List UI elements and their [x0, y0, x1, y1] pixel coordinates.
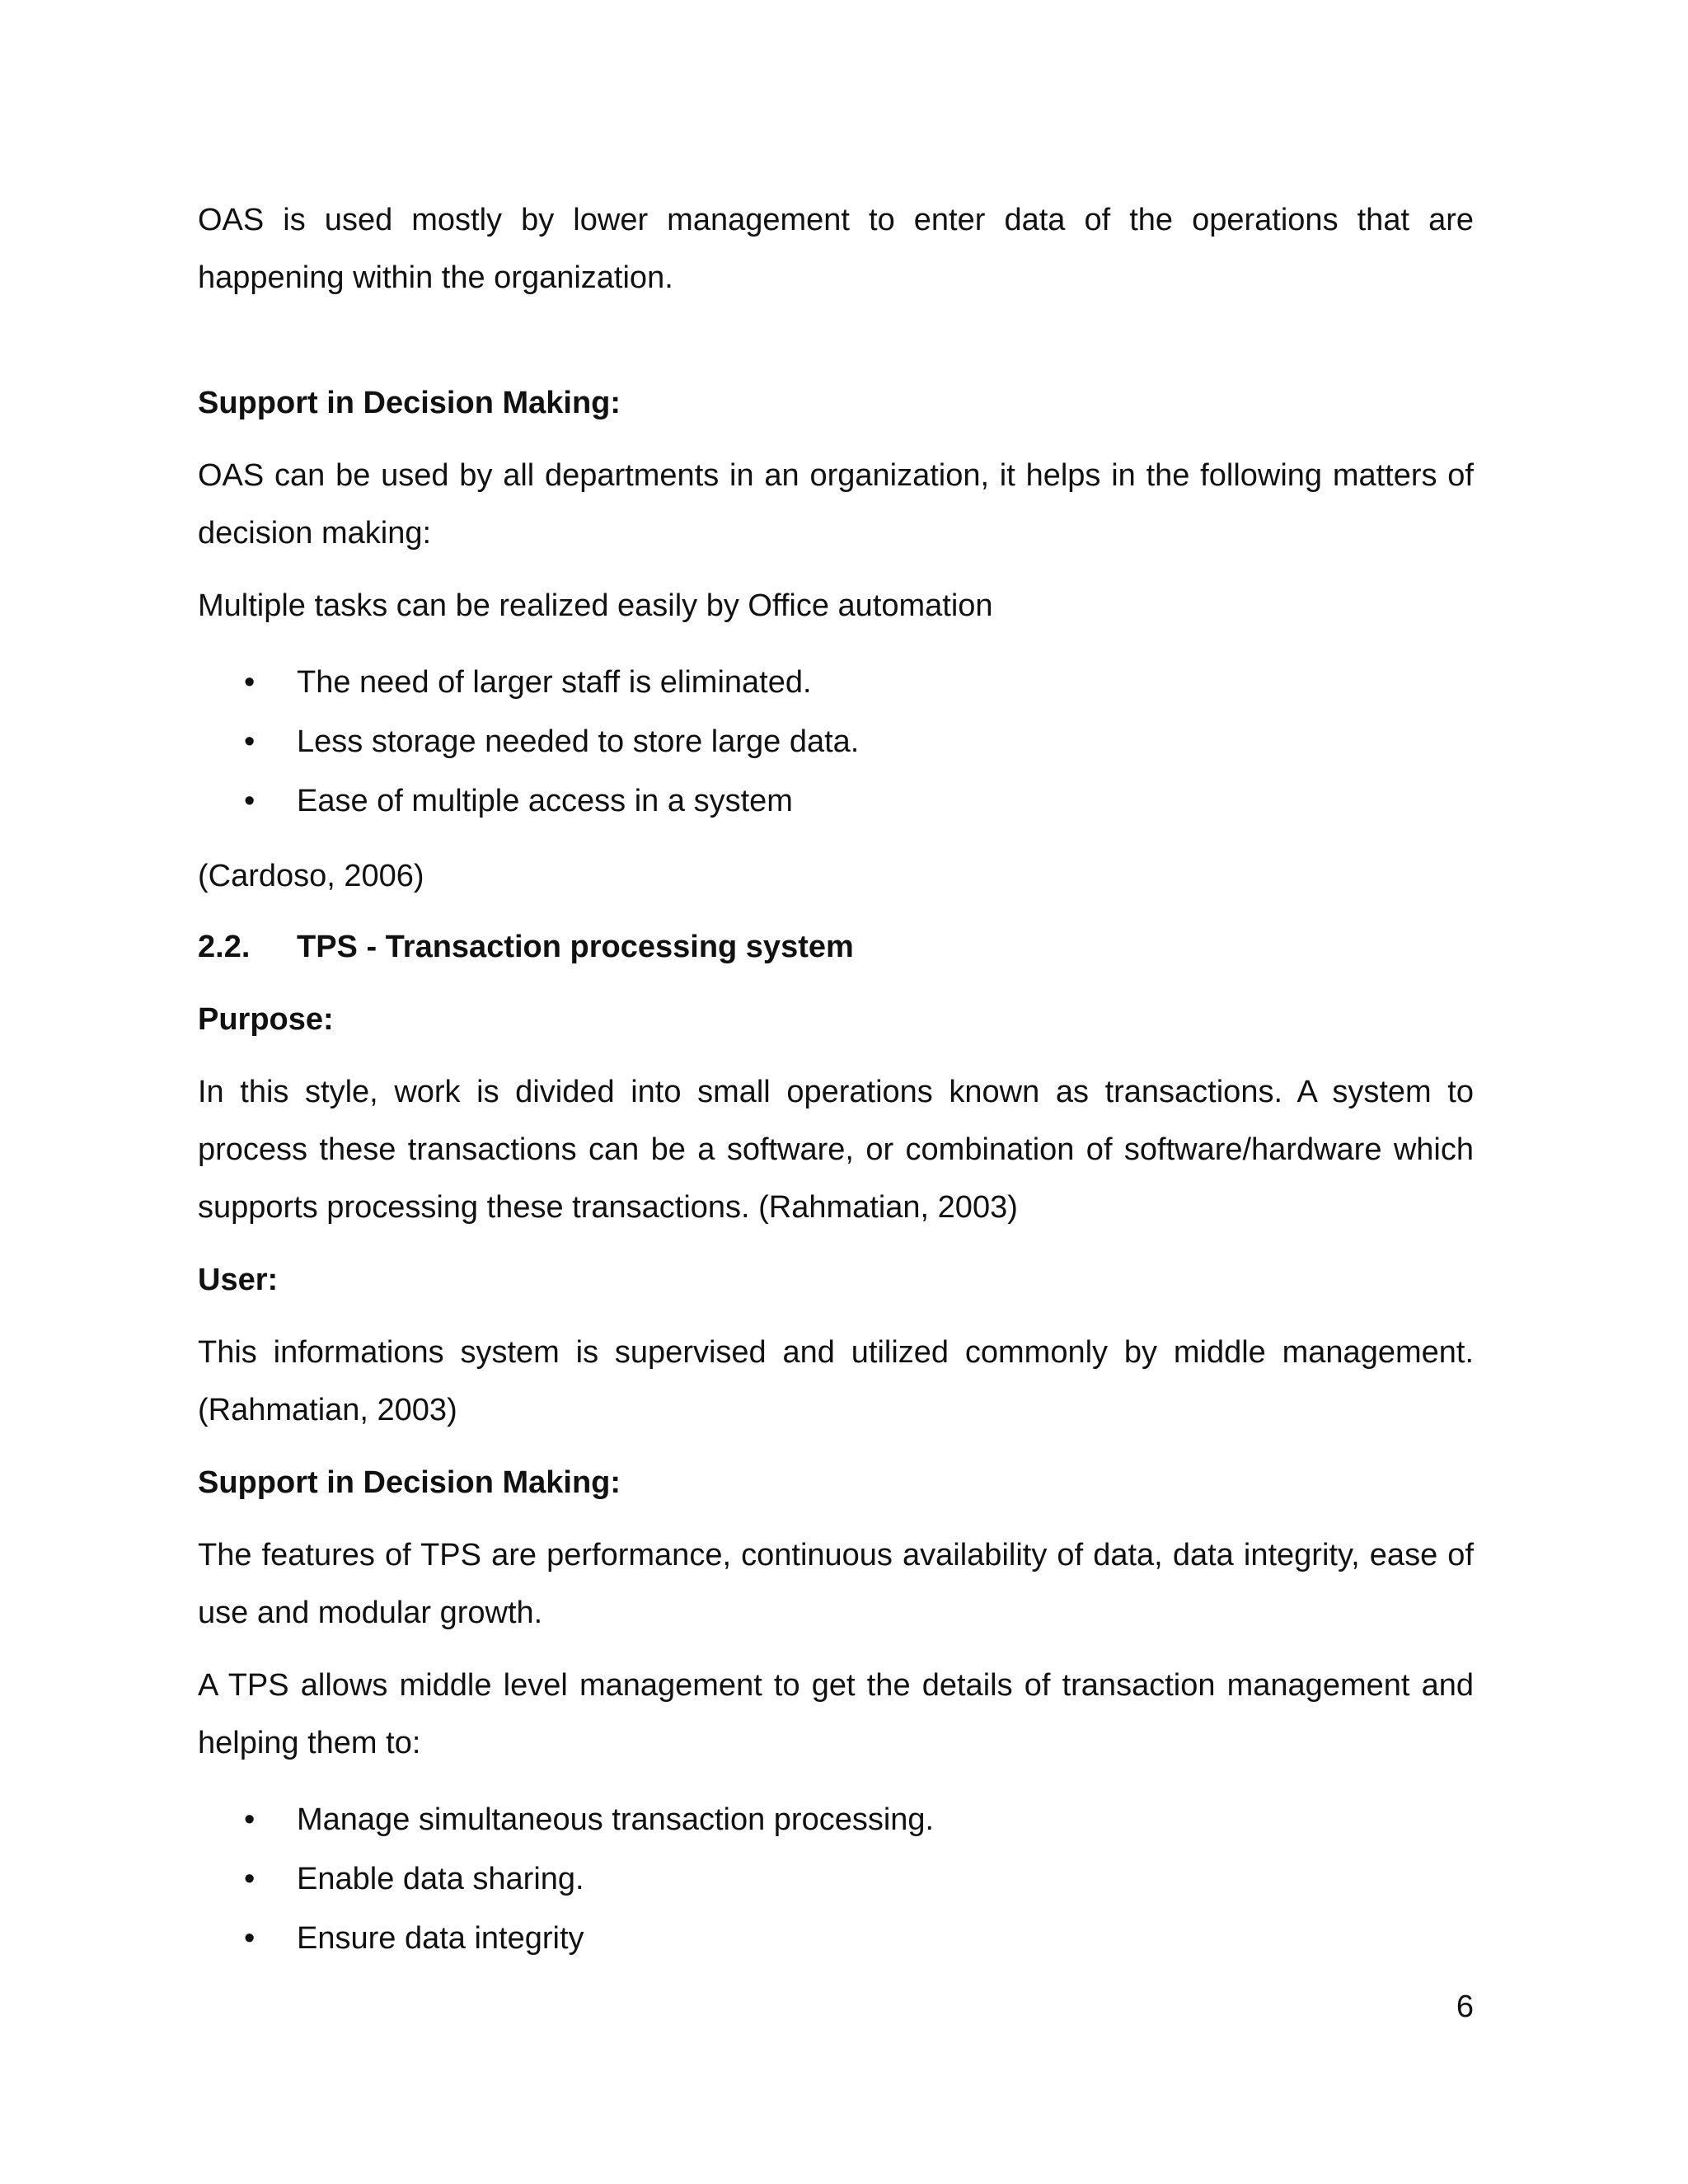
bullet-list-tps-benefits — [198, 1790, 1474, 1968]
list-item: • Enable data sharing. — [198, 1849, 1474, 1909]
paragraph-tps-purpose: In this style, work is divided into small operations known as transactions. A system to process these transactions can be a software, or combination of software/hardware which supports processing these transactions. (Rahmatian, 2003) — [198, 1075, 1474, 1225]
heading-purpose: Purpose: — [198, 1002, 334, 1037]
heading-support-decision-making: Support in Decision Making: — [198, 386, 621, 420]
paragraph-tps-features: The features of TPS are performance, continuous availability of data, data integrity, ease of use and modular growth. — [198, 1538, 1474, 1630]
list-item: • Ease of multiple access in a system — [198, 771, 1474, 831]
citation-cardoso: (Cardoso, 2006) — [198, 859, 424, 893]
list-item: • Manage simultaneous transaction processing. — [198, 1790, 1474, 1849]
paragraph-oas-usage: OAS is used mostly by lower management to enter data of the operations that are happening within the organization. — [198, 203, 1474, 295]
page-content — [198, 191, 1474, 1968]
page-number: 6 — [1456, 1990, 1474, 2024]
paragraph-tps-user: This informations system is supervised and utilized commonly by middle management. (Rahmatian, 2003) — [198, 1335, 1474, 1427]
paragraph-multiple-tasks: Multiple tasks can be realized easily by Office automation — [198, 588, 993, 623]
list-item: • The need of larger staff is eliminated. — [198, 653, 1474, 712]
section-title: TPS - Transaction processing system — [297, 930, 854, 964]
heading-support-decision-making-tps: Support in Decision Making: — [198, 1465, 621, 1500]
section-number: 2.2. — [198, 930, 251, 964]
section-heading-tps — [198, 918, 1474, 976]
list-item: • Less storage needed to store large data. — [198, 712, 1474, 771]
paragraph-tps-allows: A TPS allows middle level management to get the details of transaction management and helping them to: — [198, 1668, 1474, 1760]
list-item: • Ensure data integrity — [198, 1909, 1474, 1968]
bullet-list-oas-benefits — [198, 653, 1474, 831]
heading-user: User: — [198, 1263, 279, 1297]
paragraph-oas-departments: OAS can be used by all departments in an organization, it helps in the following matters of decision making: — [198, 458, 1474, 551]
